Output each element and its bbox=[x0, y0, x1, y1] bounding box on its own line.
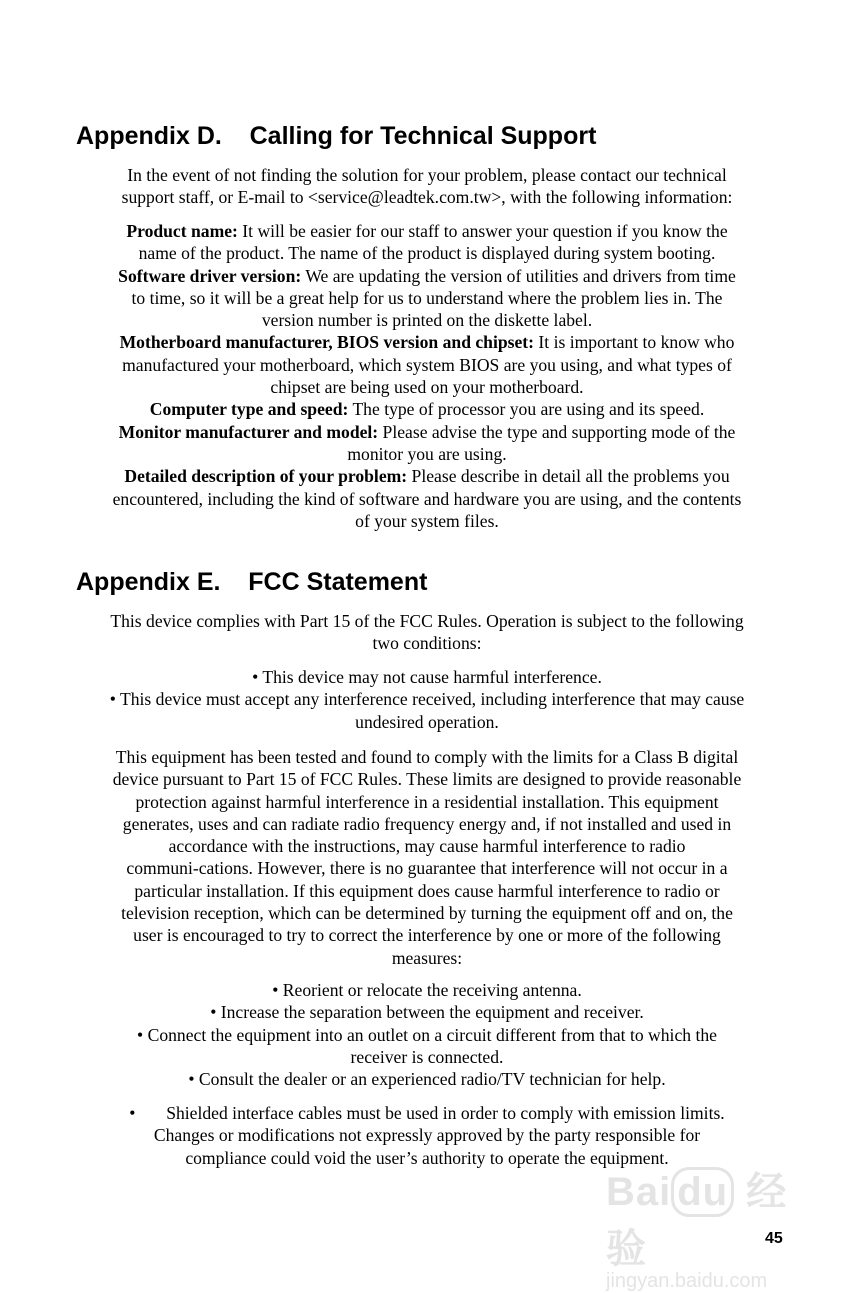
text-line: compliance could void the user’s authority to operate the equipment. bbox=[185, 1147, 669, 1168]
page-number: 45 bbox=[765, 1230, 783, 1247]
text-line: • Increase the separation between the equipment and receiver. bbox=[210, 1002, 644, 1023]
info-item-line bbox=[40, 488, 814, 510]
info-item-line bbox=[40, 376, 814, 398]
info-item-text: Please advise the type and supporting mode of the bbox=[378, 421, 736, 442]
appendix-e-title: Appendix E. FCC Statement bbox=[76, 568, 428, 596]
info-item-text: It is important to know who bbox=[534, 332, 735, 353]
info-item-label: Motherboard manufacturer, BIOS version and chipset: bbox=[119, 332, 535, 353]
text-line: accordance with the instructions, may cause harmful interference to radio bbox=[168, 836, 686, 857]
text-line: generates, uses and can radiate radio frequency energy and, if not installed and used in bbox=[122, 813, 732, 834]
info-item-line bbox=[40, 331, 814, 353]
text-line: Changes or modifications not expressly approved by the party responsible for bbox=[153, 1125, 701, 1146]
text-line: • This device must accept any interference received, including interference that may cause bbox=[109, 689, 745, 710]
info-item-line bbox=[40, 265, 814, 287]
info-item-text: We are updating the version of utilities and drivers from time bbox=[301, 265, 736, 286]
text-line: communi-cations. However, there is no guarantee that interference will not occur in a bbox=[126, 858, 728, 879]
fcc-measures bbox=[40, 979, 814, 1090]
text-line: • Connect the equipment into an outlet on a circuit different from that to which the bbox=[137, 1024, 717, 1045]
baidu-watermark: Bai du 经验 jingyan.baidu.com bbox=[606, 1160, 806, 1250]
info-item-line bbox=[40, 398, 814, 420]
text-line: • Reorient or relocate the receiving antenna. bbox=[272, 980, 582, 1000]
text-line: receiver is connected. bbox=[350, 1046, 504, 1067]
fcc-body bbox=[40, 746, 814, 969]
text-line: In the event of not finding the solution for your problem, please contact our technical bbox=[127, 165, 727, 185]
info-item-label: Software driver version: bbox=[118, 265, 302, 286]
info-item-text: It will be easier for our staff to answer your question if you know the bbox=[237, 221, 728, 241]
text-line: device pursuant to Part 15 of FCC Rules. These limits are designed to provide reasonable bbox=[112, 769, 742, 790]
info-item-text: The type of processor you are using and its speed. bbox=[348, 399, 705, 420]
info-item-text: to time, so it will be a great help for us to understand where the problem lies in. The bbox=[131, 287, 723, 308]
text-line: particular installation. If this equipment does cause harmful interference to radio or bbox=[134, 880, 720, 901]
text-line: This equipment has been tested and found to comply with the limits for a Class B digital bbox=[115, 747, 739, 767]
info-item-text: of your system files. bbox=[355, 510, 499, 531]
fcc-conditions bbox=[40, 666, 814, 733]
info-item-line bbox=[40, 465, 814, 487]
text-line: • Consult the dealer or an experienced radio/TV technician for help. bbox=[188, 1069, 666, 1090]
info-item-line bbox=[40, 443, 814, 465]
appendix-d-intro bbox=[40, 164, 814, 209]
info-item-line bbox=[40, 242, 814, 264]
info-item-line bbox=[40, 421, 814, 443]
info-item-text: name of the product. The name of the product is displayed during system booting. bbox=[138, 243, 716, 264]
text-line: • This device may not cause harmful interference. bbox=[252, 667, 602, 687]
text-line: undesired operation. bbox=[355, 711, 499, 732]
fcc-final-note bbox=[40, 1102, 814, 1169]
info-item-text: encountered, including the kind of software and hardware you are using, and the contents bbox=[112, 488, 742, 509]
text-line: • Shielded interface cables must be used in order to comply with emission limits. bbox=[129, 1103, 725, 1123]
info-item-text: Please describe in detail all the problems you bbox=[407, 466, 730, 487]
info-item-label: Monitor manufacturer and model: bbox=[118, 421, 379, 442]
info-item-line bbox=[40, 354, 814, 376]
info-item-label: Detailed description of your problem: bbox=[124, 466, 408, 487]
info-item-line bbox=[40, 510, 814, 532]
info-item-line bbox=[40, 220, 814, 242]
text-line: user is encouraged to try to correct the interference by one or more of the following bbox=[133, 925, 721, 946]
info-item-line bbox=[40, 309, 814, 331]
text-line: This device complies with Part 15 of the FCC Rules. Operation is subject to the following bbox=[110, 611, 744, 631]
info-item-line bbox=[40, 287, 814, 309]
info-item-text: manufactured your motherboard, which system BIOS are you using, and what types of bbox=[122, 354, 732, 375]
info-item-text: monitor you are using. bbox=[347, 443, 507, 464]
text-line: two conditions: bbox=[372, 633, 482, 654]
info-item-text: version number is printed on the diskette label. bbox=[261, 310, 593, 331]
text-line: support staff, or E-mail to <service@leadtek.com.tw>, with the following information: bbox=[121, 187, 733, 208]
info-item-text: chipset are being used on your motherboard. bbox=[270, 377, 584, 398]
info-item-label: Product name: bbox=[126, 221, 238, 241]
text-line: protection against harmful interference in a residential installation. This equipment bbox=[135, 791, 719, 812]
appendix-d-title: Appendix D. Calling for Technical Support bbox=[76, 122, 597, 150]
info-item-label: Computer type and speed: bbox=[149, 399, 349, 420]
fcc-intro bbox=[40, 610, 814, 655]
text-line: measures: bbox=[391, 947, 463, 968]
text-line: television reception, which can be determined by turning the equipment off and on, the bbox=[121, 903, 733, 924]
appendix-d-items bbox=[40, 220, 814, 532]
